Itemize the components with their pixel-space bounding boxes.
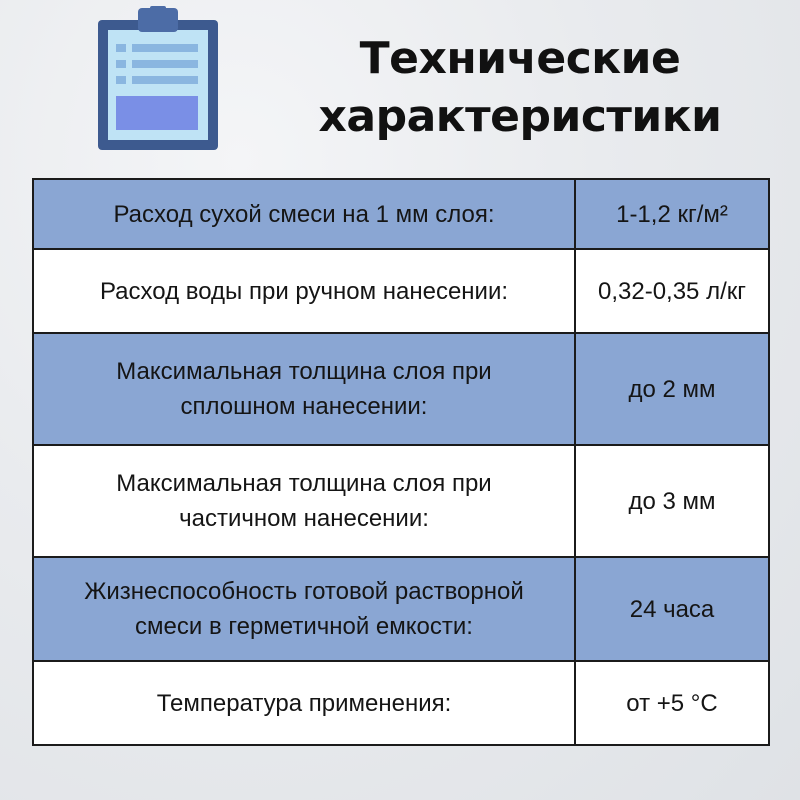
spec-table [32,178,770,746]
table-row [33,445,769,557]
spec-label-text: Расход воды при ручном нанесении: [99,277,509,305]
spec-value [575,249,769,333]
page-title [250,30,790,146]
spec-label-line-2: сплошном нанесении: [180,393,428,420]
spec-value-text: до 2 мм [628,375,716,403]
spec-label-line-2: частичном нанесении: [179,505,429,532]
title-line-1: Технические [359,33,681,84]
spec-label [33,661,575,745]
spec-value-text: от +5 °C [626,689,718,717]
spec-label [33,249,575,333]
table-row [33,249,769,333]
spec-value-text: 1-1,2 кг/м² [616,200,728,228]
spec-value [575,557,769,661]
spec-value [575,333,769,445]
spec-label [33,333,575,445]
spec-label [33,179,575,249]
spec-label-text: Расход сухой смеси на 1 мм слоя: [113,200,495,228]
spec-label-line-1: Жизнеспособность готовой растворной [84,578,524,605]
table-row [33,661,769,745]
table-row [33,557,769,661]
spec-label-line-2: смеси в герметичной емкости: [135,613,473,640]
spec-value-text: до 3 мм [628,487,716,515]
title-line-2: характеристики [318,91,722,142]
spec-label-line-1: Максимальная толщина слоя при [116,358,492,385]
spec-label [33,445,575,557]
table-row [33,333,769,445]
spec-value [575,445,769,557]
spec-label-text: Температура применения: [156,689,452,717]
clipboard-icon [96,6,220,152]
spec-value-text: 0,32-0,35 л/кг [597,277,746,305]
spec-value [575,179,769,249]
spec-label [33,557,575,661]
spec-label-line-1: Максимальная толщина слоя при [116,470,492,497]
table-row [33,179,769,249]
spec-value-text: 24 часа [629,595,715,623]
spec-value [575,661,769,745]
